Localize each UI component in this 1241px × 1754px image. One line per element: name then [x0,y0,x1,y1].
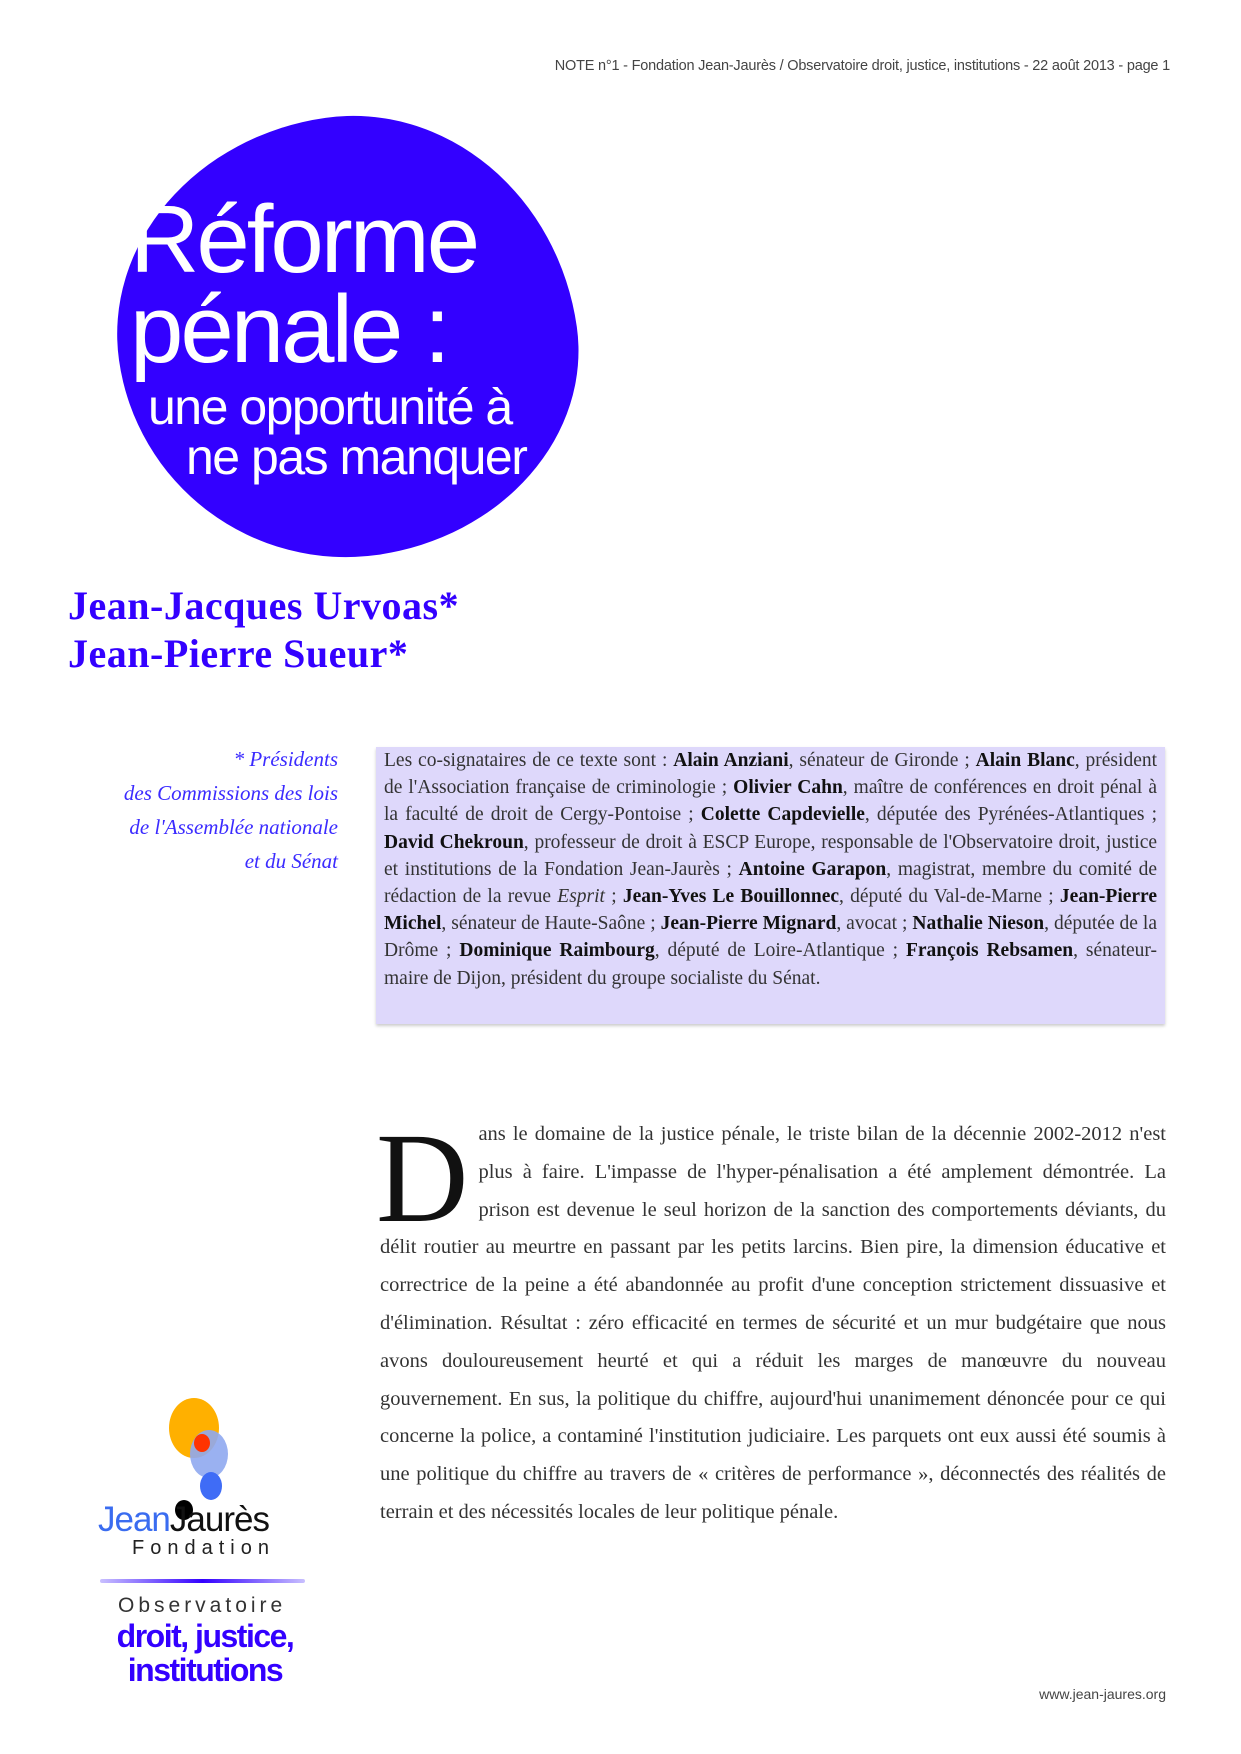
author-2: Jean-Pierre Sueur* [68,631,409,676]
body-paragraph: ans le domaine de la justice pénale, le triste bilan de la décennie 2002-2012 n'est plus à faire. L'impasse de l'hyper-pénalisation a été amplement démontrée. La prison est devenue le seul horizon de la sanction des comportements déviants, du délit routier au meurtre en passant par les petits larcins. Bien pire, la dimension éducative et correctrice de la peine a été abandonnée au profit d'une conception strictement dissuasive et d'élimination. Résultat : zéro efficacité en termes de sécurité et un mur budgétaire que nous avons douloureusement heurté et qui a réduit les marges de manœuvre du nouveau gouvernement. En sus, la politique du chiffre, aujourd'hui unanimement dénoncée pour ce qui concerne la police, a contaminé l'institution judiciaire. Les parquets ont eux aussi été soumis à une politique du chiffre au travers de « critères de performance », déconnectés des réalités de terrain et des nécessités locales de leur politique pénale. [380,1123,1166,1523]
logo-jean: Jean [98,1500,170,1539]
logo-line-1: droit, justice, [116,1618,294,1654]
signatory-text: , magistrat, membre du comité de rédaction de la revue [384,858,1157,908]
logo-line-2: institutions [127,1652,283,1688]
signatories-box [376,747,1165,1024]
signatory-name: Alain Anziani [673,750,789,771]
signatory-name: François Rebsamen [905,940,1074,962]
signatory-text: ; [604,886,623,908]
signatory-text: , sénateur de Gironde ; [788,750,976,771]
signatory-text: , maître de conférences en droit pénal à la faculté de droit de Cergy-Pontoise ; [384,777,1157,826]
footer-url[interactable]: www.jean-jaures.org [1039,1686,1166,1702]
author-1: Jean-Jacques Urvoas* [68,583,460,628]
logo-jaures: Jaurès [169,1500,269,1539]
title-line-2: pénale : [130,276,448,383]
signatory-text: , député de Loire-Atlantique ; [654,940,906,962]
logo-fondation: Fondation [132,1537,275,1559]
note-line: des Commissions des lois [123,781,338,805]
logo-observatoire: Observatoire [118,1594,287,1617]
signatory-name: Nathalie Nieson [912,913,1045,935]
signatory-text: , député du Val-de-Marne ; [839,886,1060,908]
signatory-text: , président de l'Association française de criminologie ; [384,750,1158,799]
note-line: de l'Assemblée nationale [129,815,338,839]
subtitle-line-2: ne pas manquer [186,429,527,485]
body-text [376,1107,1166,1532]
page-header: NOTE n°1 - Fondation Jean-Jaurès / Observatoire droit, justice, institutions - 22 août 2013 - page 1 [554,58,1170,74]
authors-note [124,742,338,878]
title-line-1: Réforme [130,186,478,293]
signatory-name: Olivier Cahn [733,777,843,799]
signatory-text: Les co-signataires de ce texte sont : [384,750,674,771]
signatory-name: Jean-Pierre Michel [384,886,1158,935]
signatory-name: David Chekroun [384,831,524,853]
signatory-text: , députée de la Drôme ; [384,913,1157,962]
signatory-text: Esprit [557,886,605,908]
signatory-text: , sénateur-maire de Dijon, président du groupe socialiste du Sénat. [384,940,1157,989]
signatory-text: , députée des Pyrénées-Atlantiques ; [864,804,1157,826]
subtitle-line-1: une opportunité à [148,379,512,435]
note-line: * Présidents [233,747,338,771]
signatory-name: Antoine Garapon [738,858,887,880]
drop-cap: D [376,1107,469,1249]
signatory-name: Colette Capdevielle [700,804,865,826]
signatory-name: Alain Blanc [975,750,1075,771]
signatory-text: , professeur de droit à ESCP Europe, responsable de l'Observatoire droit, justice et institutions de la Fondation Jean-Jaurès ; [384,831,1158,880]
logo-wordmark [98,1500,269,1540]
signatory-name: Jean-Yves Le Bouillonnec [622,886,840,908]
signatory-text: , avocat ; [836,913,913,935]
signatory-name: Jean-Pierre Mignard [660,913,837,935]
signatory-name: Dominique Raimbourg [459,940,655,962]
note-line: et du Sénat [244,849,338,873]
signatory-text: , sénateur de Haute-Saône ; [441,913,661,935]
logo-divider [100,1579,305,1583]
